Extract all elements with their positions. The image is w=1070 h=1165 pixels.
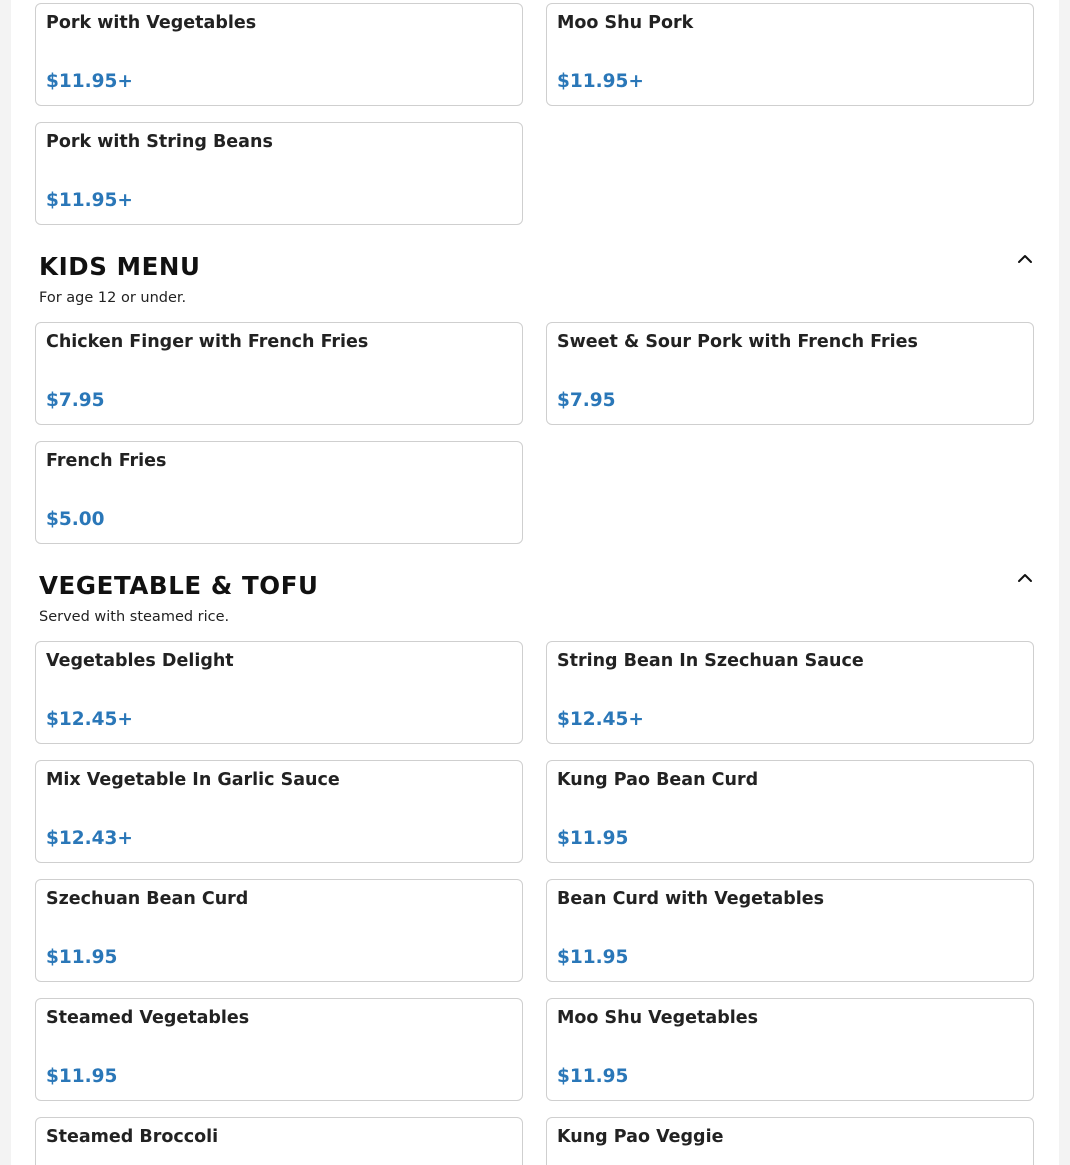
menu-item-card[interactable] bbox=[546, 879, 1034, 982]
section-title-kids-menu: KIDS MENU bbox=[39, 252, 201, 281]
menu-item-name: Sweet & Sour Pork with French Fries bbox=[557, 332, 918, 352]
menu-item-name: Steamed Broccoli bbox=[46, 1127, 219, 1147]
menu-item-name: String Bean In Szechuan Sauce bbox=[557, 651, 864, 671]
menu-item-card[interactable] bbox=[35, 1117, 523, 1165]
menu-item-card[interactable] bbox=[35, 122, 523, 225]
menu-item-price: $5.00 bbox=[46, 509, 105, 530]
menu-item-price: $12.45+ bbox=[557, 709, 644, 730]
menu-item-card[interactable] bbox=[35, 322, 523, 425]
menu-item-name: Kung Pao Veggie bbox=[557, 1127, 724, 1147]
menu-item-card[interactable] bbox=[35, 3, 523, 106]
section-subtitle-vegetable-tofu: Served with steamed rice. bbox=[39, 609, 230, 625]
menu-item-name: French Fries bbox=[46, 451, 167, 471]
menu-item-name: Pork with String Beans bbox=[46, 132, 273, 152]
menu-item-card[interactable] bbox=[546, 641, 1034, 744]
menu-item-price: $12.45+ bbox=[46, 709, 133, 730]
menu-item-price: $11.95 bbox=[46, 947, 118, 968]
menu-item-card[interactable] bbox=[546, 322, 1034, 425]
menu-item-name: Moo Shu Pork bbox=[557, 13, 694, 33]
section-title-vegetable-tofu: VEGETABLE & TOFU bbox=[39, 571, 319, 600]
menu-item-card[interactable] bbox=[35, 879, 523, 982]
menu-item-price: $11.95+ bbox=[46, 71, 133, 92]
menu-item-card[interactable] bbox=[546, 998, 1034, 1101]
section-subtitle-kids-menu: For age 12 or under. bbox=[39, 290, 187, 306]
chevron-up-icon[interactable] bbox=[1015, 568, 1035, 588]
menu-item-price: $12.43+ bbox=[46, 828, 133, 849]
menu-item-price: $7.95 bbox=[46, 390, 105, 411]
menu-item-card[interactable] bbox=[35, 998, 523, 1101]
menu-item-price: $7.95 bbox=[557, 390, 616, 411]
menu-item-name: Vegetables Delight bbox=[46, 651, 234, 671]
menu-item-card[interactable] bbox=[35, 441, 523, 544]
menu-item-card[interactable] bbox=[35, 760, 523, 863]
menu-page bbox=[11, 0, 1059, 1165]
chevron-up-icon[interactable] bbox=[1015, 249, 1035, 269]
menu-item-name: Kung Pao Bean Curd bbox=[557, 770, 759, 790]
menu-item-card[interactable] bbox=[546, 760, 1034, 863]
menu-item-name: Bean Curd with Vegetables bbox=[557, 889, 825, 909]
menu-item-card[interactable] bbox=[35, 641, 523, 744]
menu-item-card[interactable] bbox=[546, 3, 1034, 106]
menu-item-price: $11.95 bbox=[46, 1066, 118, 1087]
menu-item-name: Pork with Vegetables bbox=[46, 13, 257, 33]
menu-item-price: $11.95 bbox=[557, 828, 629, 849]
menu-item-price: $11.95+ bbox=[46, 190, 133, 211]
menu-item-price: $11.95+ bbox=[557, 71, 644, 92]
menu-item-name: Mix Vegetable In Garlic Sauce bbox=[46, 770, 340, 790]
menu-item-card[interactable] bbox=[546, 1117, 1034, 1165]
menu-item-name: Steamed Vegetables bbox=[46, 1008, 250, 1028]
menu-item-name: Chicken Finger with French Fries bbox=[46, 332, 369, 352]
menu-item-price: $11.95 bbox=[557, 947, 629, 968]
menu-item-name: Szechuan Bean Curd bbox=[46, 889, 249, 909]
menu-item-price: $11.95 bbox=[557, 1066, 629, 1087]
menu-item-name: Moo Shu Vegetables bbox=[557, 1008, 759, 1028]
